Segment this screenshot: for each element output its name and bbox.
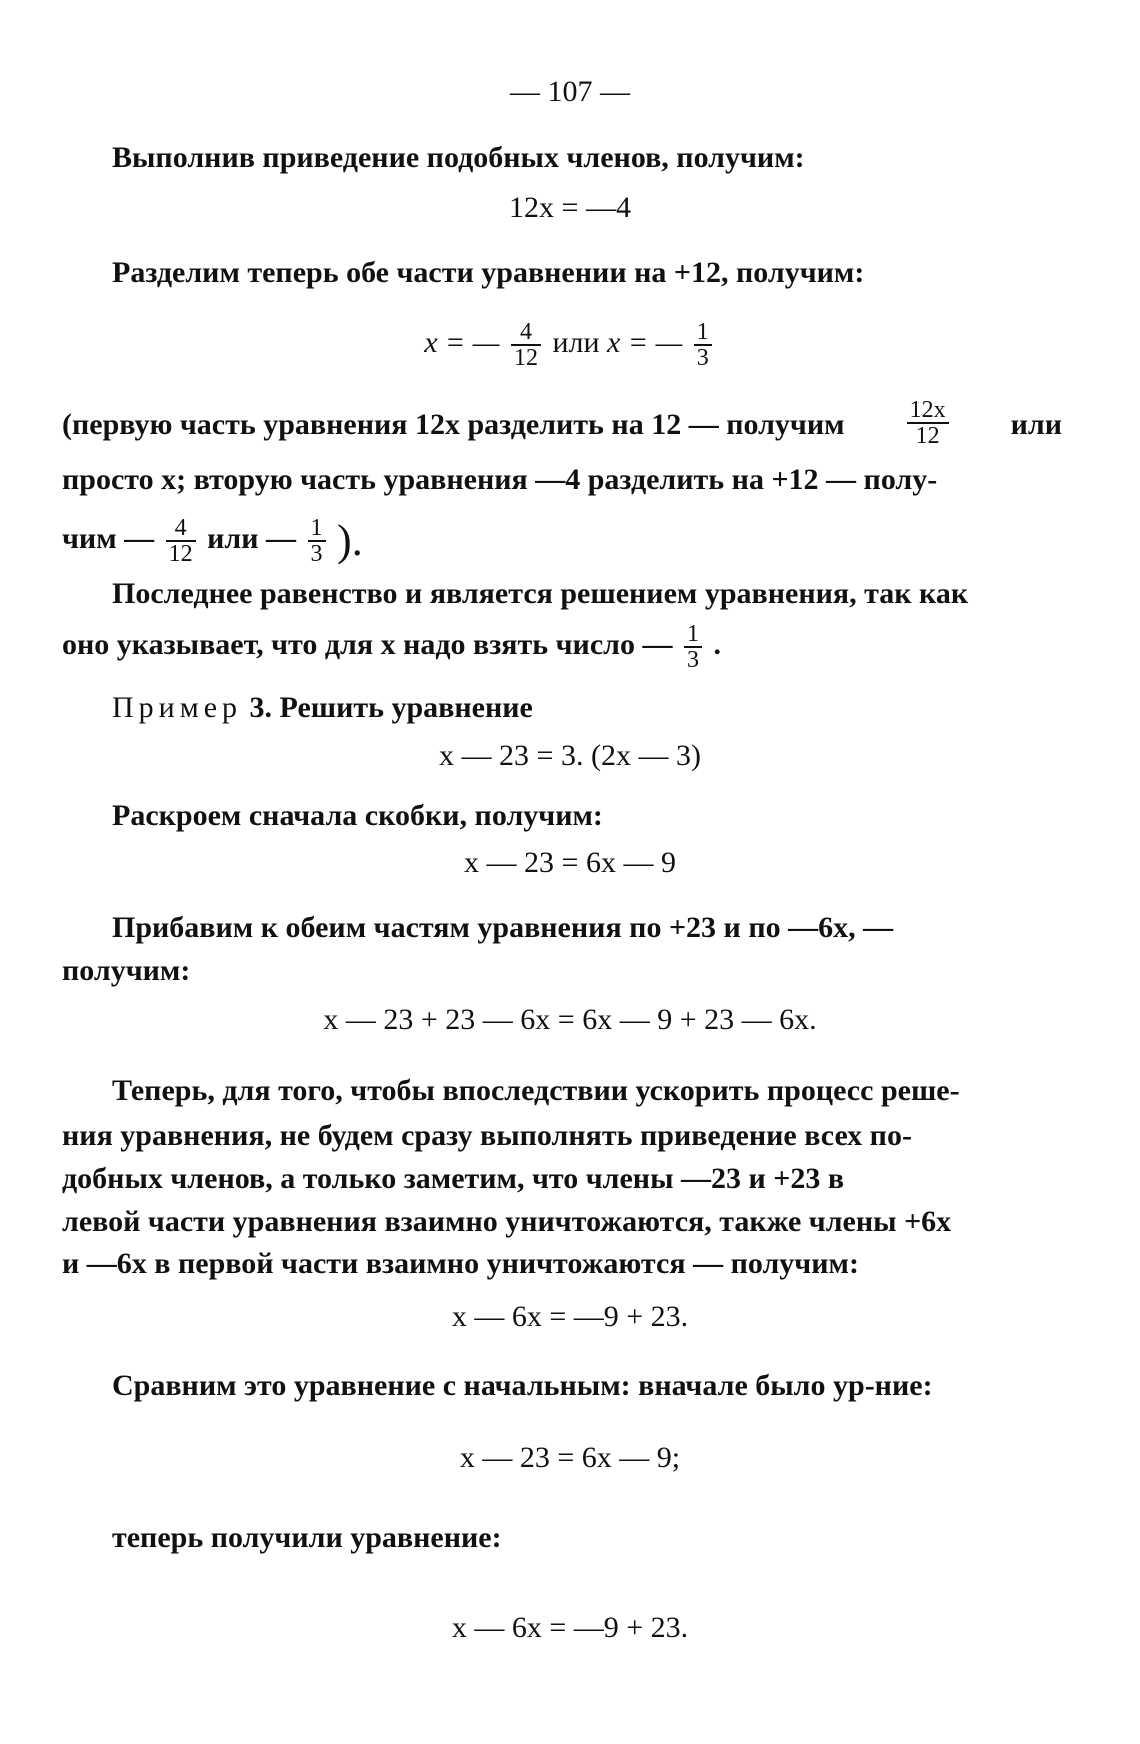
- paragraph-cancel-line4: левой части уравнения взаимно уничтожаются, также члены +6x: [62, 1205, 952, 1238]
- paragraph-cancel-line1: Теперь, для того, чтобы впоследствии ускорить процесс реше-: [112, 1074, 960, 1107]
- fraction-numerator: 1: [310, 515, 323, 542]
- paragraph-add-terms-line2: получим:: [62, 954, 191, 987]
- paragraph-solution-line2: [62, 620, 721, 672]
- fraction-numerator: 12x: [909, 397, 946, 423]
- paragraph-cancel-line2: ния уравнения, не будем сразу выполнять приведение всех по-: [62, 1119, 912, 1152]
- fraction-denominator: 3: [308, 540, 326, 566]
- add-terms-text: Прибавим к обеим частям уравнения по +23 и по —6x, —: [112, 911, 894, 944]
- paragraph-now-got: теперь получили уравнение:: [112, 1521, 502, 1554]
- fraction-denominator: 12: [907, 422, 949, 448]
- equation-x-fraction: [0, 318, 1140, 370]
- equation-added: x — 23 + 23 — 6x = 6x — 9 + 23 — 6x.: [323, 1003, 817, 1036]
- example-title: 3. Решить уравнение: [249, 691, 533, 724]
- example-label: Пример: [112, 691, 243, 724]
- fraction-1-3: [308, 516, 326, 566]
- paragraph-explanation-line1: [62, 398, 1062, 452]
- explanation-chim: чим —: [62, 522, 155, 555]
- paragraph-solution-line1: Последнее равенство и является решением уравнения, так как: [112, 577, 969, 610]
- paragraph-cancel-line3: добных членов, а только заметим, что члены —23 и +23 в: [62, 1162, 845, 1195]
- equation-original: x — 23 = 6x — 9;: [459, 1441, 681, 1474]
- fraction-4-12: [166, 516, 196, 566]
- eq2-lhs: x = —: [424, 326, 500, 359]
- explanation-or: или: [1010, 408, 1062, 441]
- fraction-numerator: 1: [687, 621, 699, 648]
- eq2-or: или: [552, 326, 600, 359]
- paragraph-compare: Сравним это уравнение с начальным: вначале было ур-ние:: [112, 1369, 933, 1402]
- explanation-or: или —: [207, 522, 297, 555]
- equation-final: x — 6x = —9 + 23.: [451, 1611, 689, 1644]
- fraction-1-3: [684, 622, 702, 672]
- fraction-denominator: 12: [511, 344, 541, 370]
- fraction-numerator: 1: [696, 319, 709, 346]
- paragraph-combine-terms: Выполнив приведение подобных членов, получим:: [112, 141, 805, 174]
- paragraph-add-terms-line1: [112, 910, 1062, 946]
- fraction-numerator: 4: [174, 515, 187, 542]
- fraction-1-3: [694, 320, 712, 370]
- equation-12x: 12x = —4: [509, 191, 631, 224]
- solution-text: оно указывает, что для x надо взять число —: [62, 628, 673, 661]
- paragraph-open-brackets: Раскроем сначала скобки, получим:: [112, 799, 603, 832]
- eq2-mid: x = —: [607, 326, 683, 359]
- page-number: — 107 —: [510, 75, 630, 108]
- paragraph-explanation-line3: [62, 514, 363, 566]
- fraction-denominator: 3: [694, 344, 712, 370]
- equation-example3: x — 23 = 3. (2x — 3): [439, 739, 701, 772]
- paragraph-explanation-line2: просто x; вторую часть уравнения —4 разделить на +12 — полу-: [62, 463, 938, 496]
- example-heading: [112, 690, 533, 726]
- paragraph-divide: Разделим теперь обе части уравнении на +12, получим:: [112, 256, 865, 289]
- equation-reduced: x — 6x = —9 + 23.: [451, 1300, 689, 1333]
- fraction-denominator: 12: [166, 540, 196, 566]
- fraction-denominator: 3: [684, 646, 702, 672]
- fraction-12x-12: [907, 398, 949, 452]
- explanation-text: (первую часть уравнения 12x разделить на 12 — получим: [62, 408, 845, 441]
- solution-period: .: [713, 628, 721, 661]
- fraction-4-12: [511, 320, 541, 370]
- closing-parenthesis: ).: [337, 516, 363, 566]
- paragraph-cancel-line5: и —6x в первой части взаимно уничтожаются — получим:: [62, 1247, 859, 1280]
- equation-expanded: x — 23 = 6x — 9: [464, 846, 676, 879]
- fraction-numerator: 4: [519, 319, 532, 346]
